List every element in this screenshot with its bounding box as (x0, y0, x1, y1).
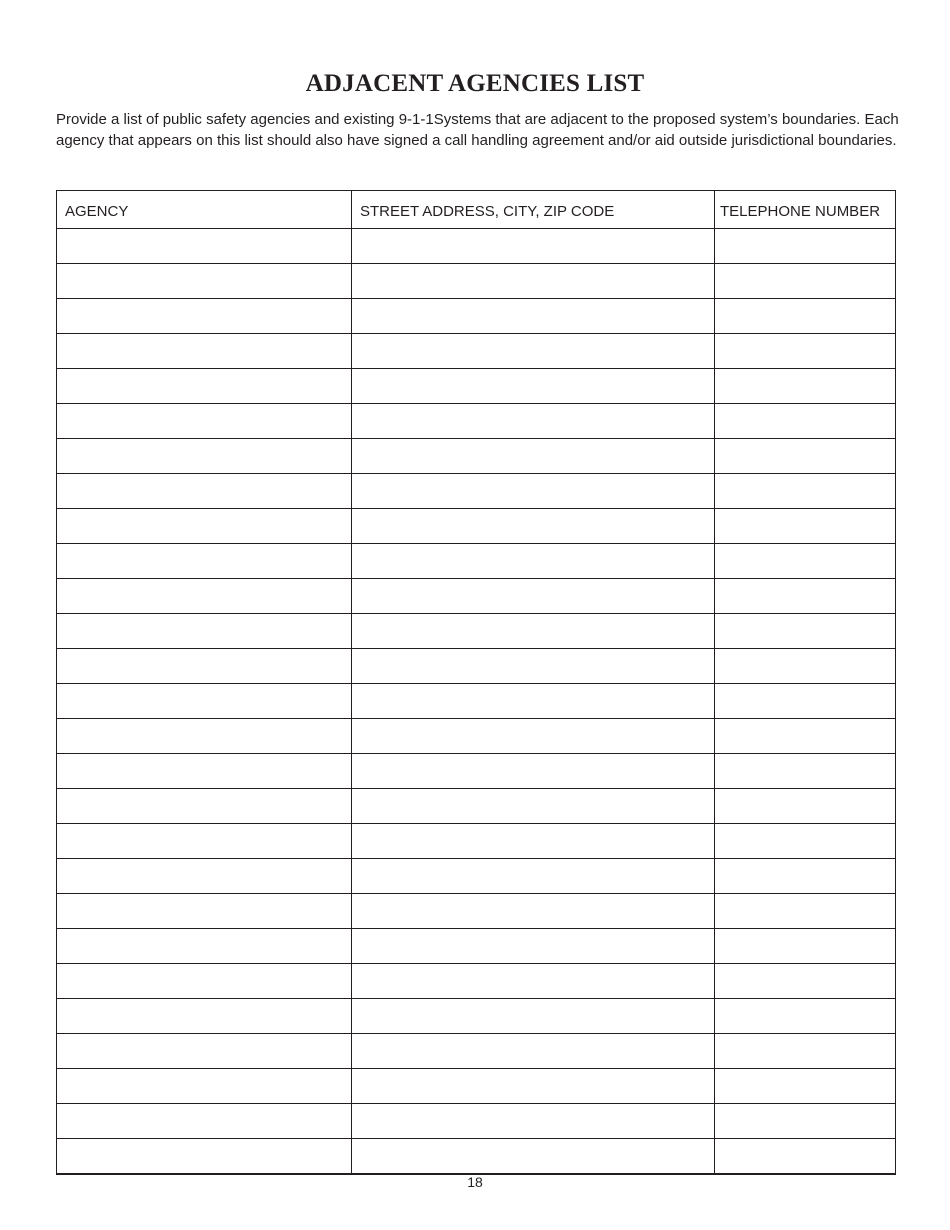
agency-cell[interactable] (57, 369, 352, 404)
agency-cell[interactable] (57, 929, 352, 964)
table-row (57, 684, 896, 719)
agency-cell[interactable] (57, 649, 352, 684)
table-row (57, 894, 896, 929)
agencies-table (56, 190, 896, 1175)
agency-cell[interactable] (57, 999, 352, 1034)
table-row (57, 649, 896, 684)
page-title: ADJACENT AGENCIES LIST (305, 69, 645, 97)
telephone-cell[interactable] (715, 754, 896, 789)
agency-cell[interactable] (57, 1069, 352, 1104)
agency-cell[interactable] (57, 1034, 352, 1069)
column-header-address: STREET ADDRESS, CITY, ZIP CODE (352, 191, 715, 229)
agency-cell[interactable] (57, 719, 352, 754)
table-row (57, 929, 896, 964)
address-cell[interactable] (352, 1104, 715, 1139)
agency-cell[interactable] (57, 789, 352, 824)
agency-cell[interactable] (57, 1104, 352, 1139)
table-row (57, 439, 896, 474)
agency-cell[interactable] (57, 229, 352, 264)
telephone-cell[interactable] (715, 439, 896, 474)
address-cell[interactable] (352, 1139, 715, 1174)
agency-cell[interactable] (57, 859, 352, 894)
address-cell[interactable] (352, 439, 715, 474)
telephone-cell[interactable] (715, 579, 896, 614)
address-cell[interactable] (352, 544, 715, 579)
address-cell[interactable] (352, 1034, 715, 1069)
table-row (57, 859, 896, 894)
address-cell[interactable] (352, 754, 715, 789)
address-cell[interactable] (352, 894, 715, 929)
table-row (57, 369, 896, 404)
telephone-cell[interactable] (715, 474, 896, 509)
address-cell[interactable] (352, 369, 715, 404)
address-cell[interactable] (352, 964, 715, 999)
table-row (57, 544, 896, 579)
address-cell[interactable] (352, 859, 715, 894)
address-cell[interactable] (352, 789, 715, 824)
agency-cell[interactable] (57, 824, 352, 859)
table-header-row (57, 191, 896, 229)
table-row (57, 1139, 896, 1174)
address-cell[interactable] (352, 824, 715, 859)
telephone-cell[interactable] (715, 894, 896, 929)
telephone-cell[interactable] (715, 229, 896, 264)
column-header-telephone: TELEPHONE NUMBER (715, 191, 896, 229)
address-cell[interactable] (352, 404, 715, 439)
telephone-cell[interactable] (715, 1139, 896, 1174)
instructions-paragraph: Provide a list of public safety agencies and existing 9-1-1Systems that are adjacent to the proposed system’s boundaries. Each agency that appears on this list should also have signed a call handling agreement and/or aid outside jurisdictional boundaries. (56, 111, 899, 149)
agency-cell[interactable] (57, 579, 352, 614)
table-body (57, 229, 896, 1174)
table-row (57, 999, 896, 1034)
telephone-cell[interactable] (715, 614, 896, 649)
table-row (57, 579, 896, 614)
agency-cell[interactable] (57, 614, 352, 649)
telephone-cell[interactable] (715, 719, 896, 754)
table-row (57, 404, 896, 439)
telephone-cell[interactable] (715, 264, 896, 299)
table-row (57, 1069, 896, 1104)
telephone-cell[interactable] (715, 859, 896, 894)
address-cell[interactable] (352, 614, 715, 649)
address-cell[interactable] (352, 299, 715, 334)
table-row (57, 334, 896, 369)
agency-cell[interactable] (57, 544, 352, 579)
telephone-cell[interactable] (715, 404, 896, 439)
table-row (57, 964, 896, 999)
address-cell[interactable] (352, 509, 715, 544)
telephone-cell[interactable] (715, 334, 896, 369)
address-cell[interactable] (352, 579, 715, 614)
address-cell[interactable] (352, 474, 715, 509)
address-cell[interactable] (352, 1069, 715, 1104)
telephone-cell[interactable] (715, 1034, 896, 1069)
telephone-cell[interactable] (715, 789, 896, 824)
telephone-cell[interactable] (715, 369, 896, 404)
table-row (57, 474, 896, 509)
agency-cell[interactable] (57, 754, 352, 789)
agency-cell[interactable] (57, 684, 352, 719)
table-row (57, 719, 896, 754)
table-row (57, 509, 896, 544)
telephone-cell[interactable] (715, 964, 896, 999)
telephone-cell[interactable] (715, 299, 896, 334)
agency-cell[interactable] (57, 964, 352, 999)
telephone-cell[interactable] (715, 544, 896, 579)
table-row (57, 754, 896, 789)
agency-cell[interactable] (57, 404, 352, 439)
telephone-cell[interactable] (715, 1104, 896, 1139)
telephone-cell[interactable] (715, 649, 896, 684)
column-header-agency: AGENCY (57, 191, 352, 229)
table-row (57, 1104, 896, 1139)
agency-cell[interactable] (57, 439, 352, 474)
address-cell[interactable] (352, 649, 715, 684)
telephone-cell[interactable] (715, 1069, 896, 1104)
address-cell[interactable] (352, 334, 715, 369)
agency-cell[interactable] (57, 264, 352, 299)
address-cell[interactable] (352, 229, 715, 264)
telephone-cell[interactable] (715, 509, 896, 544)
agency-cell[interactable] (57, 894, 352, 929)
telephone-cell[interactable] (715, 929, 896, 964)
table-row (57, 229, 896, 264)
page-number: 18 (467, 1174, 483, 1190)
address-cell[interactable] (352, 719, 715, 754)
address-cell[interactable] (352, 264, 715, 299)
agency-cell[interactable] (57, 1139, 352, 1174)
telephone-cell[interactable] (715, 824, 896, 859)
table-row (57, 1034, 896, 1069)
agency-cell[interactable] (57, 334, 352, 369)
table-row (57, 614, 896, 649)
agency-cell[interactable] (57, 509, 352, 544)
telephone-cell[interactable] (715, 684, 896, 719)
table-row (57, 824, 896, 859)
agency-cell[interactable] (57, 299, 352, 334)
agency-cell[interactable] (57, 474, 352, 509)
address-cell[interactable] (352, 684, 715, 719)
table-row (57, 264, 896, 299)
address-cell[interactable] (352, 999, 715, 1034)
address-cell[interactable] (352, 929, 715, 964)
table-row (57, 789, 896, 824)
telephone-cell[interactable] (715, 999, 896, 1034)
table-row (57, 299, 896, 334)
